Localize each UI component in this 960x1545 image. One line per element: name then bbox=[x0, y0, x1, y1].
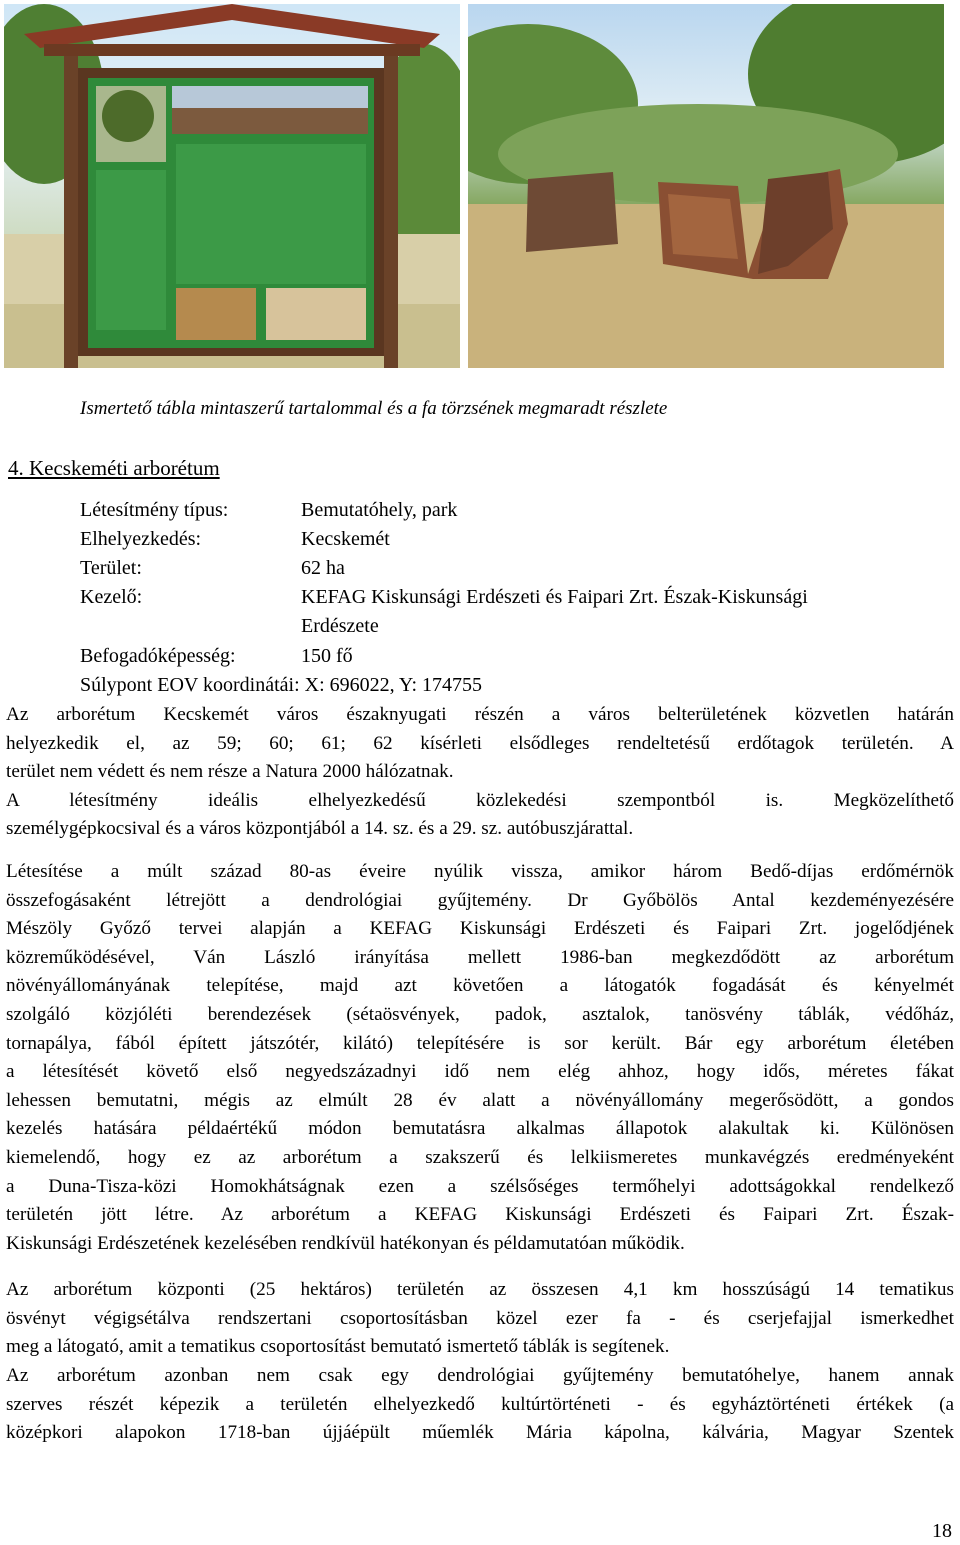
text-line: középkori alapokon 1718-ban újjáépült műemlék Mária kápolna, kálvária, Magyar Szentek bbox=[6, 1422, 954, 1444]
text-line: ösvényt végigsétálva rendszertani csoportosításban közel ezer fa - és cserjefajjal ismerkedhet bbox=[6, 1307, 954, 1329]
info-board-photo bbox=[4, 4, 460, 368]
text-line: szerves részét képezik a területén elhelyezkedő kultúrtörténeti - és egyháztörténeti értékek (a bbox=[6, 1393, 954, 1415]
text-line: helyezkedik el, az 59; 60; 61; 62 kísérleti elsődleges rendeltetésű erdőtagok területén. A bbox=[6, 732, 954, 754]
text-line: kezelés hatására példaértékű módon bemutatásra alkalmas állapotok alakultak ki. Különösen bbox=[6, 1118, 954, 1140]
text-line: lehessen bemutatni, mégis az elmúlt 28 év alatt a növényállomány megerősödött, a gondos bbox=[6, 1089, 954, 1111]
text-line: Kiskunsági Erdészetének kezelésében rendkívül hatékonyan és példamutatóan működik. bbox=[6, 1232, 685, 1254]
text-line: kiemelendő, hogy ez az arborétum a szakszerű és lelkiismeretes munkavégzés eredményeként bbox=[6, 1146, 954, 1168]
text-line: A létesítmény ideális elhelyezkedésű közlekedési szempontból is. Megközelíthető bbox=[6, 789, 954, 811]
text-line: növényállományának telepítése, majd azt követően a látogatók fogadását és kényelmét bbox=[6, 975, 954, 997]
page-number: 18 bbox=[932, 1520, 952, 1542]
text-line: tornapálya, fából épített játszótér, kilátó) telepítésére is sor került. Bár egy arborétum életében bbox=[6, 1032, 954, 1054]
text-line: szolgáló közjóléti berendezések (sétaösvények, padok, asztalok, tanösvény táblák, védőház, bbox=[6, 1003, 954, 1025]
text-line: összefogásaként létrejött a dendrológiai gyűjtemény. Dr Győbölös Antal kezdeményezésére bbox=[6, 889, 954, 911]
fact-label: Elhelyezkedés: bbox=[80, 528, 202, 550]
fact-label: Kezelő: bbox=[80, 586, 143, 608]
text-line: Az arborétum azonban nem csak egy dendrológiai gyűjtemény bemutatóhelye, hanem annak bbox=[6, 1365, 954, 1386]
section-heading: 4. Kecskeméti arborétum bbox=[8, 456, 220, 480]
tree-trunk-illustration bbox=[468, 4, 944, 368]
text-line: közreműködésével, Ván László irányítása mellett 1986-ban megkezdődött az arborétum bbox=[6, 946, 954, 968]
fact-label: Létesítmény típus: bbox=[80, 499, 229, 521]
text-line: személygépkocsival és a város központjából a 14. sz. és a 29. sz. autóbuszjárattal. bbox=[6, 818, 634, 840]
text-line: a Duna-Tisza-közi Homokhátságnak ezen a szélsőséges termőhelyi adottságokkal rendelkező bbox=[6, 1175, 954, 1197]
fact-value: 150 fő bbox=[301, 645, 353, 667]
text-line: terület nem védett és nem része a Natura 2000 hálózatnak. bbox=[6, 761, 454, 783]
paragraph bbox=[6, 1276, 954, 1362]
figure-caption: Ismertető tábla mintaszerű tartalommal és a fa törzsének megmaradt részlete bbox=[80, 398, 668, 419]
fact-value: 62 ha bbox=[301, 557, 345, 579]
text-line: területén jött létre. Az arborétum a KEFAG Kiskunsági Erdészeti és Faipari Zrt. Észak- bbox=[6, 1204, 954, 1226]
fact-value: Bemutatóhely, park bbox=[301, 499, 458, 521]
coordinates: Súlypont EOV koordinátái: X: 696022, Y: 174755 bbox=[80, 674, 483, 696]
text-line: Az arborétum központi (25 hektáros) területén az összesen 4,1 km hosszúságú 14 tematikus bbox=[6, 1279, 954, 1300]
fact-value: Kecskemét bbox=[301, 528, 390, 550]
text-line: a létesítését követő első negyedszázadnyi idő nem elég ahhoz, hogy idős, méretes fákat bbox=[6, 1061, 954, 1083]
info-board-illustration bbox=[4, 4, 460, 368]
paragraph bbox=[6, 858, 954, 1258]
paragraph bbox=[6, 1362, 954, 1448]
text-line: Létesítése a múlt század 80-as éveire nyúlik vissza, amikor három Bedő-díjas erdőmérnök bbox=[6, 861, 954, 882]
paragraph bbox=[6, 701, 954, 844]
tree-trunk-photo bbox=[468, 4, 944, 368]
text-line: meg a látogató, amit a tematikus csoportosítást bemutató ismertető táblák is segítenek. bbox=[6, 1336, 670, 1358]
fact-value: Erdészete bbox=[301, 615, 379, 637]
fact-value: KEFAG Kiskunsági Erdészeti és Faipari Zrt. Észak-Kiskunsági bbox=[301, 586, 808, 608]
text-line: Mészöly Győző tervei alapján a KEFAG Kiskunsági Erdészeti és Faipari Zrt. jogelődjének bbox=[6, 918, 954, 940]
text-line: Az arborétum Kecskemét város északnyugati részén a város belterületének közvetlen határán bbox=[6, 704, 954, 725]
fact-label: Befogadóképesség: bbox=[80, 645, 236, 667]
fact-label: Terület: bbox=[80, 557, 142, 579]
